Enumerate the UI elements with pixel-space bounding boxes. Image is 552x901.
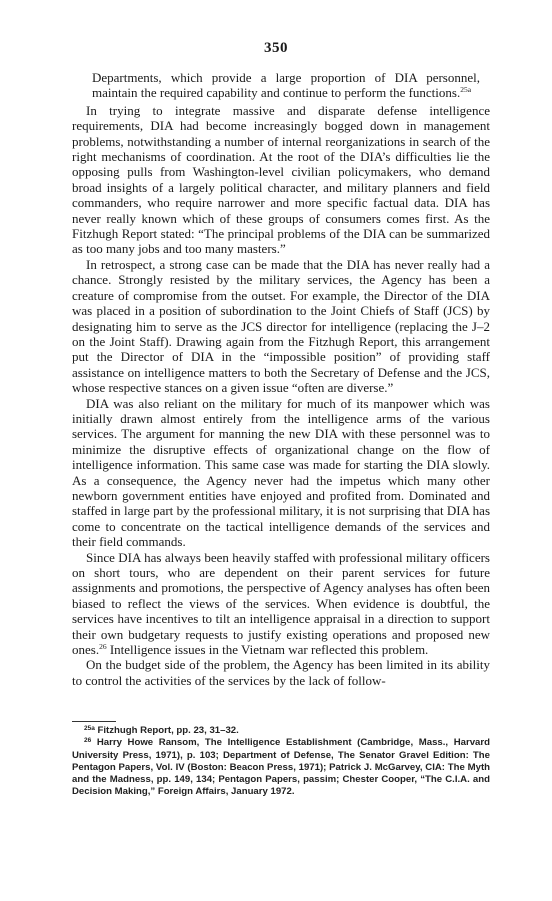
quoted-paragraph bbox=[72, 70, 490, 101]
paragraph-text: Departments, which provide a large proportion of DIA personnel, maintain the required capability and continue to perform the functions. bbox=[92, 70, 480, 101]
paragraph-text-tail: Intelligence issues in the Vietnam war reflected this problem. bbox=[106, 642, 429, 658]
footnote bbox=[72, 737, 490, 798]
paragraph: In trying to integrate massive and disparate defense intelligence requirements, DIA had become increasingly bogged down in management problems, notwithstanding a number of internal reorganizations in search of the right mechanisms of coordination. At the root of the DIA’s difficulties lie the opposing pulls from Washington-level civilian policymakers, who demand broad insights of a largely political character, and military planners and field commanders, who require narrower and more specific factual data. DIA has never really known which of these groups of consumers comes first. As the Fitzhugh Report stated: “The principal problems of the DIA can be summarized as too many jobs and too many masters.” bbox=[72, 102, 490, 257]
footnotes bbox=[72, 721, 490, 799]
footnote-divider bbox=[72, 721, 116, 722]
paragraph: DIA was also reliant on the military for much of its manpower which was initially drawn almost entirely from the intelligence arms of the various services. The argument for manning the new DIA with these personnel was to minimize the disruptive effects of organizational change on the flow of intelligence information. This same case was made for starting the DIA slowly. As a consequence, the Agency never had the impetus which many other newborn government entities have enjoyed and profited from. Dominated and staffed in large part by the professional military, it is not surprising that DIA has come to concentrate on the tactical intelligence demands of the services and their field commands. bbox=[72, 395, 490, 550]
paragraph-text: Since DIA has always been heavily staffed with professional military officers on short tours, who are dependent on their parent services for future assignments and promotions, the perspective of Agency analyses has often been biased to reflect the views of the services. When evidence is doubtful, the services have incentives to tilt an intelligence appraisal in a direction to support their own budgetary requests to justify existing operations and proposed new ones. bbox=[72, 549, 490, 658]
footnote-mark: 25a bbox=[84, 725, 95, 732]
footnote-text: Fitzhugh Report, pp. 23, 31–32. bbox=[97, 725, 239, 736]
footnote-mark: 26 bbox=[84, 737, 92, 745]
footnote bbox=[72, 725, 490, 737]
body-text bbox=[72, 70, 490, 688]
page-number: 350 bbox=[264, 40, 288, 56]
footnote-ref: 26 bbox=[99, 642, 107, 652]
paragraph: In retrospect, a strong case can be made that the DIA has never really had a chance. Strongly resisted by the military services, the Agency has been a creature of compromise from the outset. For example, the Director of the DIA was placed in a position of subordination to the Joint Chiefs of Staff (JCS) by designating him to serve as the JCS director for intelligence (replacing the J–2 on the Joint Staff). Drawing again from the Fitzhugh Report, this arrangement put the Director of DIA in the “impossible position” of providing staff assistance on intelligence matters to both the Secretary of Defense and the JCS, whose respective stances on a given issue “often are diverse.” bbox=[72, 256, 490, 396]
paragraph: On the budget side of the problem, the Agency has been limited in its ability to control the activities of the services by the lack of follow- bbox=[72, 657, 490, 688]
footnote-text: Harry Howe Ransom, The Intelligence Establishment (Cambridge, Mass., Harvard University Press, 1971), p. 103; Department of Defense, The Senator Gravel Edition: The Pentagon Papers, Vol. IV (Boston: Beacon Press, 1971); Patrick J. McGarvey, CIA: The Myth and the Madness, pp. 149, 134; Pentagon Papers, passim; Chester Cooper, “The C.I.A. and Decision Making,” Foreign Affairs, January 1972. bbox=[72, 737, 490, 798]
footnote-ref: 25a bbox=[460, 85, 472, 95]
paragraph bbox=[72, 550, 490, 658]
